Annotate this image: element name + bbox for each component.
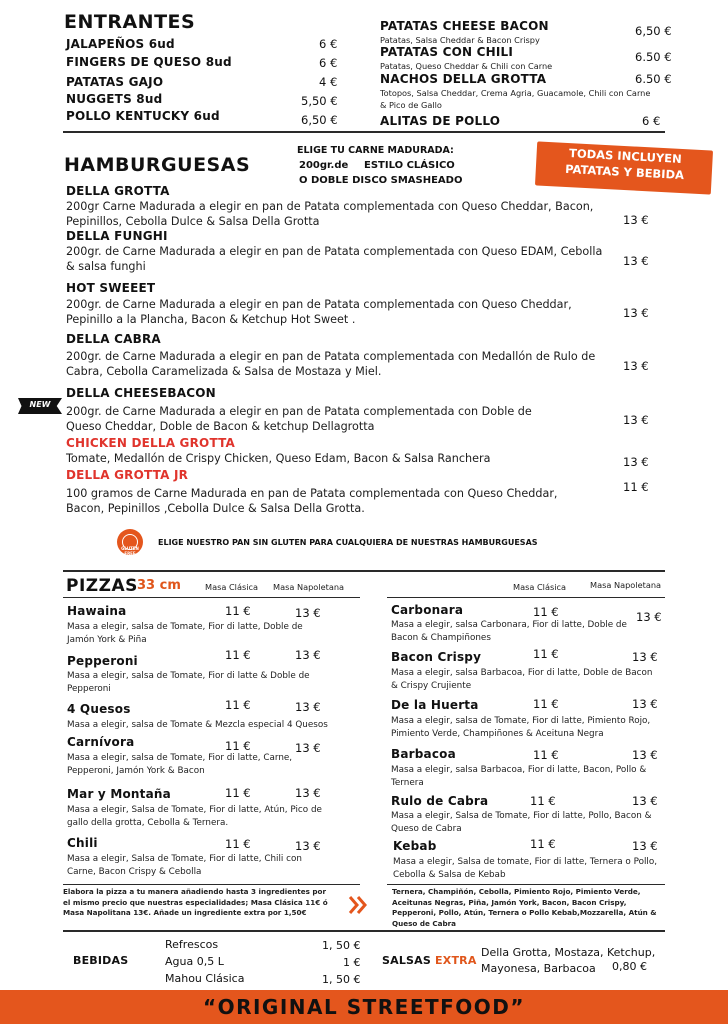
salsas-price: 0,80 € xyxy=(612,960,647,973)
salsas-title xyxy=(382,954,477,967)
pizza-price-clasica: 11 € xyxy=(533,748,559,762)
pizza-desc: Masa a elegir, Salsa de tomate, Fior di latte, Ternera o Pollo, Cebolla & Salsa de Kebab xyxy=(393,857,658,880)
pizza-price-clasica: 11 € xyxy=(530,837,556,851)
col-masa-clasica: Masa Clásica xyxy=(513,582,567,592)
menu-item-desc: Patatas, Salsa Cheddar & Bacon Crispy xyxy=(380,35,540,45)
pizza-desc: Masa a elegir, salsa de Tomate, Fior di latte, Doble de Jamón York & Piña xyxy=(67,622,303,645)
pizza-header-rule xyxy=(63,597,360,598)
menu-item-price: 6,50 € xyxy=(635,24,672,38)
menu-item-desc: Patatas, Queso Cheddar & Chili con Carne xyxy=(380,61,553,71)
gluten-free-icon-label: GLUTEN FREE xyxy=(121,546,139,556)
burger-desc: 200gr. de Carne Madurada a elegir en pan de Patata complementada con Doble de Queso Cheddar, Doble de Bacon & ketchup Dellagrotta xyxy=(66,405,532,433)
pizza-name: 4 Quesos xyxy=(67,702,131,716)
pizza-price-clasica: 11 € xyxy=(533,697,559,711)
pizza-size: 33 cm xyxy=(137,578,181,593)
burger-name: DELLA GROTTA JR xyxy=(66,468,189,482)
menu-item-desc: & Pico de Gallo xyxy=(380,100,442,110)
pizza-name: Bacon Crispy xyxy=(391,650,482,664)
entrantes-title: ENTRANTES xyxy=(64,11,196,33)
menu-item-name: FINGERS DE QUESO 8ud xyxy=(66,55,232,69)
menu-item-price: 6 € xyxy=(642,114,661,128)
menu-item-name: PATATAS GAJO xyxy=(66,75,164,89)
menu-item-desc: Totopos, Salsa Cheddar, Crema Agria, Guacamole, Chili con Carne xyxy=(380,88,651,98)
drink-name: Refrescos xyxy=(165,938,219,951)
hamburguesas-title: HAMBURGUESAS xyxy=(64,154,251,176)
menu-item-price: 6,50 € xyxy=(301,113,338,127)
drink-price: 1 € xyxy=(343,956,361,969)
pizza-footer-rule xyxy=(387,884,665,885)
new-badge-label: NEW xyxy=(29,400,51,409)
pizza-name: Barbacoa xyxy=(391,747,456,761)
section-divider xyxy=(63,570,665,572)
burger-price: 11 € xyxy=(623,480,649,494)
salsas-title-b: EXTRA xyxy=(435,954,477,967)
burger-name: CHICKEN DELLA GROTTA xyxy=(66,436,236,450)
drink-price: 1, 50 € xyxy=(322,939,361,952)
pizza-price-napoletana: 13 € xyxy=(632,697,658,711)
pizza-price-clasica: 11 € xyxy=(225,837,251,851)
custom-pizza-note: Elabora la pizza a tu manera añadiendo hasta 3 ingredientes por el mismo precio que nuestras especialidades; Masa Clásica 11€ ó Masa Napolitana 13€. Añade un ingrediente extra por 1,50€ xyxy=(63,887,328,917)
col-masa-napoletana: Masa Napoletana xyxy=(590,580,662,590)
pizza-desc: Masa a elegir, salsa Barbacoa, Fior di latte, Bacon, Pollo & Ternera xyxy=(391,765,647,788)
pizza-name: Mar y Montaña xyxy=(67,787,171,801)
pizza-name: De la Huerta xyxy=(391,698,479,712)
ingredients-list: Ternera, Champiñón, Cebolla, Pimiento Rojo, Pimiento Verde, Aceitunas Negras, Piña, Jamón York, Bacon, Bacon Crispy, Pepperoni, Pollo, Atún, Ternera o Pollo Kebab,Mozzarella, Atún & Queso de Cabra xyxy=(392,887,657,928)
burger-name: DELLA CABRA xyxy=(66,332,161,346)
pizzas-title: PIZZAS xyxy=(66,576,138,596)
badge-line: TODAS INCLUYEN xyxy=(568,146,683,166)
burger-name: HOT SWEEET xyxy=(66,281,156,295)
elige-carne-option-a: 200gr.de xyxy=(299,160,349,171)
salsas-list: Mayonesa, Barbacoa xyxy=(481,962,596,975)
pizza-desc: Masa a elegir, salsa Carbonara, Fior di latte, Doble de Bacon & Champiñones xyxy=(391,620,627,643)
burger-price: 13 € xyxy=(623,254,649,268)
chevron-right-icon xyxy=(347,893,371,917)
pizza-desc: Masa a elegir, salsa Barbacoa, Fior di latte, Doble de Bacon & Crispy Crujiente xyxy=(391,668,653,691)
pizza-name: Pepperoni xyxy=(67,654,138,668)
elige-carne-title: ELIGE TU CARNE MADURADA: xyxy=(297,145,454,156)
menu-item-price: 6 € xyxy=(319,37,338,51)
burger-desc: 200gr Carne Madurada a elegir en pan de Patata complementada con Queso Cheddar, Bacon, Pepinillos, Cebolla Dulce & Salsa Della Grotta xyxy=(66,200,594,228)
pizza-price-napoletana: 13 € xyxy=(295,786,321,800)
pizza-price-clasica: 11 € xyxy=(225,648,251,662)
pizza-name: Chili xyxy=(67,836,98,850)
salsas-title-a: SALSAS xyxy=(382,954,432,967)
burger-desc: 200gr. de Carne Madurada a elegir en pan de Patata complementada con Queso EDAM, Cebolla & salsa funghi xyxy=(66,245,603,273)
menu-item-name: JALAPEÑOS 6ud xyxy=(66,37,175,51)
burger-desc: Tomate, Medallón de Crispy Chicken, Queso Edam, Bacon & Salsa Ranchera xyxy=(66,452,491,465)
burger-name: DELLA CHEESEBACON xyxy=(66,386,216,400)
pizza-price-clasica: 11 € xyxy=(533,647,559,661)
pizza-price-napoletana: 13 € xyxy=(295,606,321,620)
pizza-desc: Masa a elegir, salsa de Tomate, Fior di latte & Doble de Pepperoni xyxy=(67,671,310,694)
burger-price: 13 € xyxy=(623,413,649,427)
burger-price: 13 € xyxy=(623,306,649,320)
pizza-price-napoletana: 13 € xyxy=(295,741,321,755)
gluten-free-note: ELIGE NUESTRO PAN SIN GLUTEN PARA CUALQUIERA DE NUESTRAS HAMBURGUESAS xyxy=(158,538,538,547)
section-divider xyxy=(63,131,665,133)
elige-carne-option-c: O DOBLE DISCO SMASHEADO xyxy=(299,175,463,186)
pizza-price-clasica: 11 € xyxy=(225,698,251,712)
pizza-price-clasica: 11 € xyxy=(225,786,251,800)
burger-price: 13 € xyxy=(623,213,649,227)
pizza-price-clasica: 11 € xyxy=(225,739,251,753)
burger-name: DELLA GROTTA xyxy=(66,184,170,198)
pizza-price-napoletana: 13 € xyxy=(632,794,658,808)
pizza-price-napoletana: 13 € xyxy=(632,839,658,853)
col-masa-napoletana: Masa Napoletana xyxy=(273,582,345,592)
pizza-desc: Masa a elegir, salsa de Tomate & Mezcla especial 4 Quesos xyxy=(67,720,328,730)
elige-carne-option-b: ESTILO CLÁSICO xyxy=(364,160,455,171)
burger-price: 13 € xyxy=(623,359,649,373)
burger-price: 13 € xyxy=(623,455,649,469)
drink-name: Agua 0,5 L xyxy=(165,955,224,968)
menu-item-name: PATATAS CON CHILI xyxy=(380,45,514,59)
drink-price: 1, 50 € xyxy=(322,973,361,986)
pizza-price-napoletana: 13 € xyxy=(295,839,321,853)
pizza-price-napoletana: 13 € xyxy=(632,650,658,664)
menu-item-name: PATATAS CHEESE BACON xyxy=(380,19,549,33)
burger-desc: 200gr. de Carne Madurada a elegir en pan de Patata complementada con Medallón de Rulo de Cabra, Cebolla Caramelizada & Salsa de Mostaza y Miel. xyxy=(66,350,596,378)
pizza-desc: Masa a elegir, Salsa de Tomate, Fior di latte, Atún, Pico de gallo della grotta, Cebolla & Ternera. xyxy=(67,805,322,828)
pizza-price-clasica: 11 € xyxy=(533,605,559,619)
bebidas-title: BEBIDAS xyxy=(73,954,129,967)
pizza-price-clasica: 11 € xyxy=(530,794,556,808)
pizza-footer-rule xyxy=(63,884,360,885)
menu-item-name: NACHOS DELLA GROTTA xyxy=(380,72,547,86)
pizza-price-napoletana: 13 € xyxy=(632,748,658,762)
menu-item-name: NUGGETS 8ud xyxy=(66,92,163,106)
menu-item-name: POLLO KENTUCKY 6ud xyxy=(66,109,220,123)
footer-slogan: “ORIGINAL STREETFOOD” xyxy=(202,995,526,1019)
drink-name: Mahou Clásica xyxy=(165,972,245,985)
pizza-name: Carbonara xyxy=(391,603,464,617)
pizza-price-clasica: 11 € xyxy=(225,604,251,618)
pizza-desc: Masa a elegir, salsa de Tomate, Fior di latte, Carne, Pepperoni, Jamón York & Bacon xyxy=(67,753,293,776)
salsas-list: Della Grotta, Mostaza, Ketchup, xyxy=(481,946,656,959)
menu-item-price: 6 € xyxy=(319,56,338,70)
menu-item-price: 5,50 € xyxy=(301,94,338,108)
pizza-desc: Masa a elegir, salsa de Tomate, Fior di latte, Pimiento Rojo, Pimiento Verde, Champiñones & Aceituna Negra xyxy=(391,716,651,739)
menu-item-price: 6.50 € xyxy=(635,50,672,64)
pizza-name: Hawaina xyxy=(67,604,127,618)
section-divider xyxy=(63,930,665,932)
burger-name: DELLA FUNGHI xyxy=(66,229,168,243)
pizza-price-napoletana: 13 € xyxy=(295,700,321,714)
pizza-price-napoletana: 13 € xyxy=(636,610,662,624)
pizza-name: Rulo de Cabra xyxy=(391,794,489,808)
col-masa-clasica: Masa Clásica xyxy=(205,582,259,592)
pizza-price-napoletana: 13 € xyxy=(295,648,321,662)
burger-desc: 100 gramos de Carne Madurada en pan de Patata complementada con Queso Cheddar, Bacon, Pepinillos ,Cebolla Dulce & Salsa Della Grotta. xyxy=(66,487,558,515)
pizza-name: Carnívora xyxy=(67,735,135,749)
pizza-name: Kebab xyxy=(393,839,437,853)
badge-line: PATATAS Y BEBIDA xyxy=(564,161,685,183)
pizza-desc: Masa a elegir, Salsa de Tomate, Fior di latte, Chili con Carne, Bacon Crispy & Cebolla xyxy=(67,854,302,877)
menu-item-price: 6.50 € xyxy=(635,72,672,86)
menu-item-price: 4 € xyxy=(319,75,338,89)
pizza-header-rule xyxy=(387,597,665,598)
menu-item-name: ALITAS DE POLLO xyxy=(380,114,501,128)
burger-desc: 200gr. de Carne Madurada a elegir en pan de Patata complementada con Queso Cheddar, Pepinillo a la Plancha, Bacon & Ketchup Hot Sweet . xyxy=(66,298,572,326)
pizza-desc: Masa a elegir, Salsa de Tomate, Fior di latte, Pollo, Bacon & Queso de Cabra xyxy=(391,811,652,834)
